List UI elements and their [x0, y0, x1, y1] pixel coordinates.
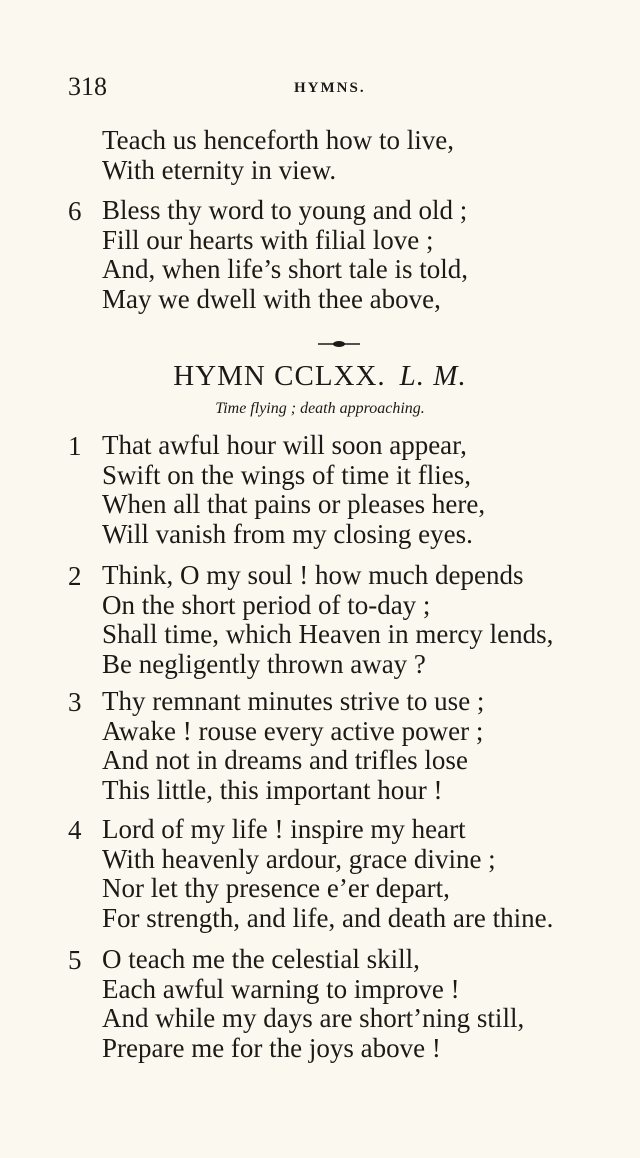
verse-line: Each awful warning to improve !: [102, 973, 460, 1004]
stanza-number: 3: [68, 687, 82, 717]
verse-line: With heavenly ardour, grace divine ;: [102, 843, 496, 874]
verse-line: For strength, and life, and death are thine.: [102, 902, 554, 933]
verse-line: That awful hour will soon appear,: [102, 430, 467, 460]
verse-line: Lord of my life ! inspire my heart: [102, 814, 466, 844]
hymn-meter: L. M.: [399, 360, 467, 392]
verse-line: Shall time, which Heaven in mercy lends,: [102, 619, 554, 649]
verse-line: Fill our hearts with filial love ;: [102, 224, 434, 255]
verse-line: Swift on the wings of time it flies,: [102, 459, 471, 490]
verse-line: Awake ! rouse every active power ;: [102, 715, 484, 746]
verse-line: And not in dreams and trifles lose: [102, 745, 468, 775]
stanza-number: 1: [68, 431, 82, 461]
hymn-number: HYMN CCLXX.: [173, 360, 386, 392]
verse-line: Be negligently thrown away ?: [102, 648, 426, 679]
verse-line: O teach me the celestial skill,: [102, 944, 420, 974]
hymn-title: [0, 360, 640, 393]
stanza-number: 4: [68, 815, 82, 845]
verse-line: When all that pains or pleases here,: [102, 489, 486, 519]
verse-line: This little, this important hour !: [102, 774, 443, 805]
verse-line: And while my days are short’ning still,: [102, 1003, 525, 1033]
running-head: HYMNS.: [294, 80, 366, 96]
verse-line: Bless thy word to young and old ;: [102, 195, 468, 225]
verse-line: With eternity in view.: [102, 154, 337, 185]
verse-line: Will vanish from my closing eyes.: [102, 518, 473, 549]
stanza-number: 5: [68, 945, 82, 975]
verse-line: Think, O my soul ! how much depends: [102, 560, 524, 590]
verse-line: Thy remnant minutes strive to use ;: [102, 686, 485, 716]
verse-line: On the short period of to-day ;: [102, 589, 431, 620]
page-number: 318: [68, 72, 107, 101]
verse-line: Prepare me for the joys above !: [102, 1032, 441, 1063]
verse-line: Nor let thy presence e’er depart,: [102, 873, 450, 903]
verse-line: May we dwell with thee above,: [102, 283, 441, 314]
page-header: [68, 72, 568, 106]
verse-line: Teach us henceforth how to live,: [102, 125, 454, 155]
stanza-number: 2: [68, 561, 82, 591]
ornamental-rule: [318, 339, 360, 349]
stanza-number: 6: [68, 196, 82, 226]
hymn-subtitle: Time flying ; death approaching.: [215, 400, 425, 417]
verse-line: And, when life’s short tale is told,: [102, 254, 468, 284]
